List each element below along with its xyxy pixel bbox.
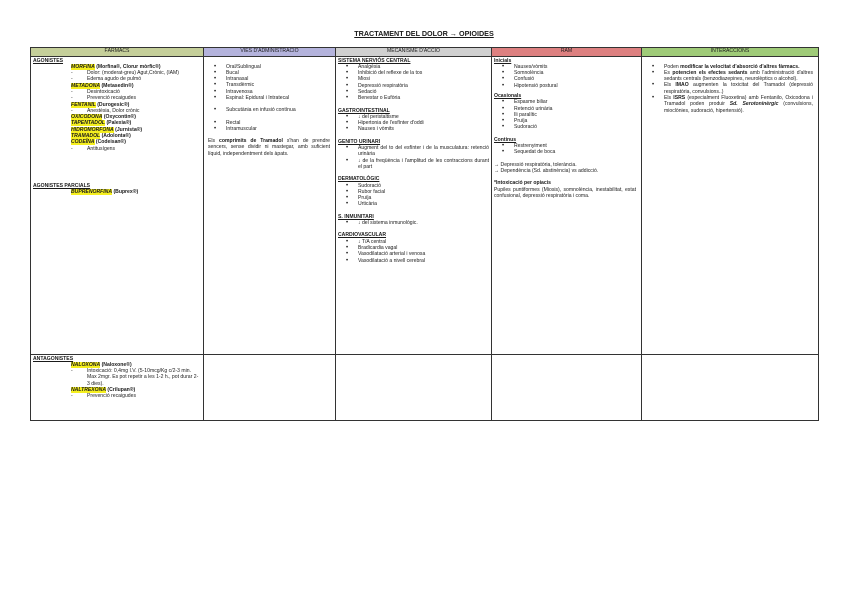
cv-label: CARDIOVASCULAR (338, 232, 387, 239)
cell-empty-mecanisme (336, 354, 492, 420)
page-title: TRACTAMENT DEL DOLOR → OPIOIDES (354, 29, 494, 38)
interaccio-2: • Es potencien els efectes sedants amb l'administració d'altres sedants centrals (benzodiazepines, neurolèptics o alcohol). (644, 70, 813, 83)
header-vies: VIES D'ADMINISTRACIÓ (204, 48, 336, 57)
drug-tapentadol: TAPENTADOL (Palexia®) (71, 120, 132, 127)
header-interaccions: INTERACCIONS (642, 48, 819, 57)
antagonistes-row (31, 354, 819, 420)
gu-list: • Augment del to del esfínter i de la musculatura: retenció urinària • ↓ de la freqüència i l'amplitud de les contraccions durant el part (338, 145, 489, 170)
ram-arrow-2: → Dependència (Sd. abstinència) vs addicció. (494, 167, 599, 174)
cell-empty-ram (492, 354, 642, 420)
derm-label: DERMATOLÒGIC (338, 176, 380, 183)
drug-metadona: METADONA (Metasedin®) (71, 82, 134, 89)
inicials-list: • Nauses/vòmits • Somnolència • Confusió • Hipotensió postural (494, 64, 639, 89)
drug-oxicodona: OXICODONA (Oxycontin®) (71, 114, 136, 121)
cell-antagonistes (31, 354, 204, 420)
fentanil-notes: - Anestèsia, Dolor crònic (33, 108, 201, 114)
drug-codeina: CODEÏNA (Codeisan®) (71, 139, 126, 146)
opioids-table (30, 47, 819, 421)
ocasionals-list: • Espasme biliar • Retenció urinària • Ili paralític • Pruïja • Sudoració (494, 99, 639, 130)
header-farmacs: FÀRMACS (31, 48, 204, 57)
cell-empty-vies (204, 354, 336, 420)
tramadol-note: Els comprimits de Tramadol s'han de prendre sencers, sense dividir ni mastegar, amb suficient líquid, independentment dels àpats. (208, 138, 330, 157)
intox-label: *Intoxicació per opiacis (494, 180, 551, 187)
vies-list-3: • Rectal • Intramuscular (206, 120, 333, 133)
agonistes-row (31, 56, 819, 354)
gi-list: • ↓ del peristaltisme • Hipertonia de l'esfínter d'oddi • Nauses i vòmits (338, 114, 489, 133)
continus-list: • Restrenyiment • Sequedat de boca (494, 143, 639, 156)
drug-tramadol: TRAMADOL (Adolonta®) (71, 133, 131, 140)
gu-label: GENITO URINARI (338, 138, 381, 145)
cell-vies (204, 56, 336, 354)
snc-label: SISTEMA NERVIÓS CENTRAL (338, 57, 411, 64)
codeina-notes: - Antitusígens (33, 146, 201, 152)
morfina-notes: - Dolor: (moderat-greu) Agut,Crònic, (IAM) - Edema agudo de pulmó (33, 70, 201, 83)
immu-list: • ↓ del sistema inmunològic. (338, 220, 489, 226)
agonistes-label: AGONISTES (33, 57, 64, 64)
vies-list-1: • Oral/Sublingual • Bucal • Intranasal • Transdèrmic • Intravenosa • Espinal: Epidural i Intratecal (206, 64, 333, 102)
interaccio-4: • Els ISRS (especialment Fluoxetina) amb Fentanilo, Oxicodona i Tramadol poden produir Sd. Serotoninèrgic (convulsions, mioclònies, sudoració, hipertensió). (644, 95, 813, 114)
ram-arrow-1: → Depressió respiratòria, tolerància. (494, 161, 577, 168)
cell-empty-interaccions (642, 354, 819, 420)
vies-list-2: • Subcutània en infusió contínua (206, 107, 333, 113)
drug-hidromorfona: HIDROMORFONA (Jurnista®) (71, 126, 143, 133)
interaccio-1: • Poden modificar la velocitat d'absorció d'altres fàrmacs. (644, 64, 813, 70)
gi-label: GASTROINTESTINAL (338, 107, 390, 114)
cell-mecanisme (336, 56, 492, 354)
cell-interaccions (642, 56, 819, 354)
immu-label: S. INMUNITARI (338, 213, 374, 220)
continus-label: Continus (494, 136, 517, 143)
drug-naltrexona: NALTREXONA (Crilupan®) (71, 386, 136, 393)
naltrexona-notes: - Prevenció recaigudes (33, 393, 201, 399)
cell-farmacs (31, 56, 204, 354)
snc-list: • Analgèsia • Inhibició del reflexe de la tos • Miosi • Depressió respiratòria • Sedació • Benestar o Eufòria (338, 64, 489, 102)
header-ram: RAM (492, 48, 642, 57)
metadona-notes: - Desintoxicació - Prevenció recaigudes (33, 89, 201, 102)
drug-buprenorfina: BUPRENORFINA (Buprex®) (71, 189, 139, 196)
cell-ram (492, 56, 642, 354)
drug-fentanil: FENTANIL (Durogesic®) (71, 101, 130, 108)
header-mecanisme: MECANISME D'ACCIÓ (336, 48, 492, 57)
antagonistes-label: ANTAGONISTES (33, 355, 74, 362)
parcials-label: AGONISTES PARCIALS (33, 182, 91, 189)
drug-naloxona: NALOXONA (Naloxone®) (71, 361, 132, 368)
ocasionals-label: Ocasionals (494, 92, 522, 99)
drug-morfina: MORFINA (Morfina®, Clorur mòrfic®) (71, 63, 161, 70)
interaccio-3: • Els IMAO augmenten la toxicitat del Tramadol (depressió respiratòria, convulsions..) (644, 82, 813, 95)
inicials-label: Inicials (494, 57, 512, 64)
cv-list: • ↓ T/A central • Bradicardia vagal • Vasodilatació arterial i venosa • Vasodilatació a nivell cerebral (338, 239, 489, 264)
header-row (31, 48, 819, 57)
naloxona-notes: - Intoxicació: 0,4mg I.V. (5-10mcg/Kg c/2-3 min. Max 2mgr. Es pot repetir a les 1-2 h., pot durar 2-3 dies). (33, 368, 201, 387)
interaccions-list (644, 64, 816, 114)
intox-text: Pupiles puntiformes (Miosis), somnolència, inestabilitat, estat confusional, depressió respiratòria i coma. (494, 186, 636, 199)
derm-list: • Sudoració • Rubor facial • Pruïja • Urticària (338, 183, 489, 208)
